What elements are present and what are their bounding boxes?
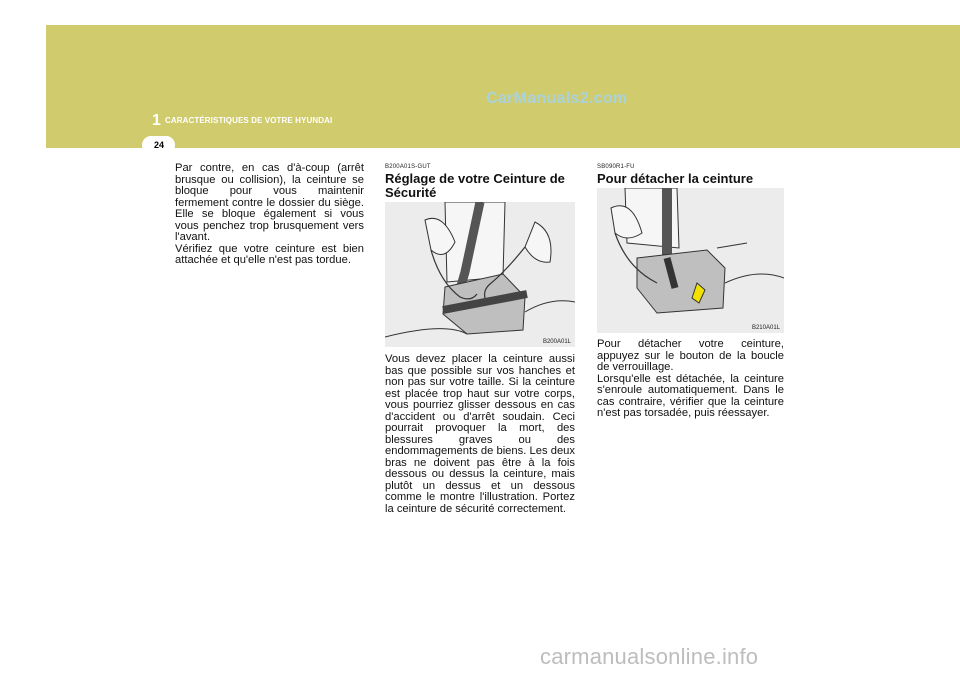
column-1-text bbox=[175, 163, 364, 267]
column-2-paragraph-1: Vous devez placer la ceinture aussi bas que possible sur vos hanches et non pas sur votre taille. Si la ceinture est placée trop haut sur votre corps, vous pourriez glisser dessous en cas d'accident ou d'arrêt soudain. Ceci pourrait provoquer la mort, des blessures graves ou des endommagements de biens. Les deux bras ne doivent pas être à la fois dessous ou dessus la ceinture, mais plutôt un dessus et un dessous comme le montre l'illustration. Portez la ceinture de sécurité correctement. bbox=[385, 353, 575, 515]
top-watermark-link[interactable]: CarManuals2.com bbox=[486, 90, 628, 107]
section-code: B200A01S-GUT bbox=[385, 164, 431, 170]
chapter-title: CARACTÉRISTIQUES DE VOTRE HYUNDAI bbox=[165, 116, 333, 125]
column-2-text bbox=[385, 354, 575, 515]
section-heading: Réglage de votre Ceinture de Sécurité bbox=[385, 171, 565, 200]
column-3-paragraph-1: Pour détacher votre ceinture, appuyez sur le bouton de la boucle de verrouillage. bbox=[597, 338, 784, 373]
column-1-paragraph-1: Par contre, en cas d'à-coup (arrêt brusque ou collision), la ceinture se bloque pour vous maintenir fermement contre le dossier du siège. Elle se bloque également si vous vous penchez trop brusquement vers l'avant. bbox=[175, 162, 364, 243]
column-3-text bbox=[597, 339, 784, 420]
seatbelt-release-illustration bbox=[597, 188, 784, 333]
page-number: 24 bbox=[154, 140, 165, 150]
person-seatbelt-illustration bbox=[385, 202, 575, 347]
buckle-release-illustration bbox=[597, 188, 784, 333]
illustration-code: B210A01L bbox=[751, 325, 780, 331]
section-code: SB090R1-FU bbox=[597, 164, 635, 170]
seatbelt-adjust-illustration bbox=[385, 202, 575, 347]
column-1-paragraph-2: Vérifiez que votre ceinture est bien attachée et qu'elle n'est pas tordue. bbox=[175, 242, 364, 266]
header-band bbox=[46, 25, 960, 148]
illustration-code: B200A01L bbox=[542, 339, 571, 345]
column-3-paragraph-2: Lorsqu'elle est détachée, la ceinture s'enroule automatiquement. Dans le cas contraire, vérifier que la ceinture n'est pas torsadée, puis réessayer. bbox=[597, 372, 784, 419]
bottom-watermark-link[interactable]: carmanualsonline.info bbox=[540, 644, 759, 669]
chapter-number: 1 bbox=[152, 112, 161, 129]
section-heading: Pour détacher la ceinture bbox=[597, 171, 754, 186]
